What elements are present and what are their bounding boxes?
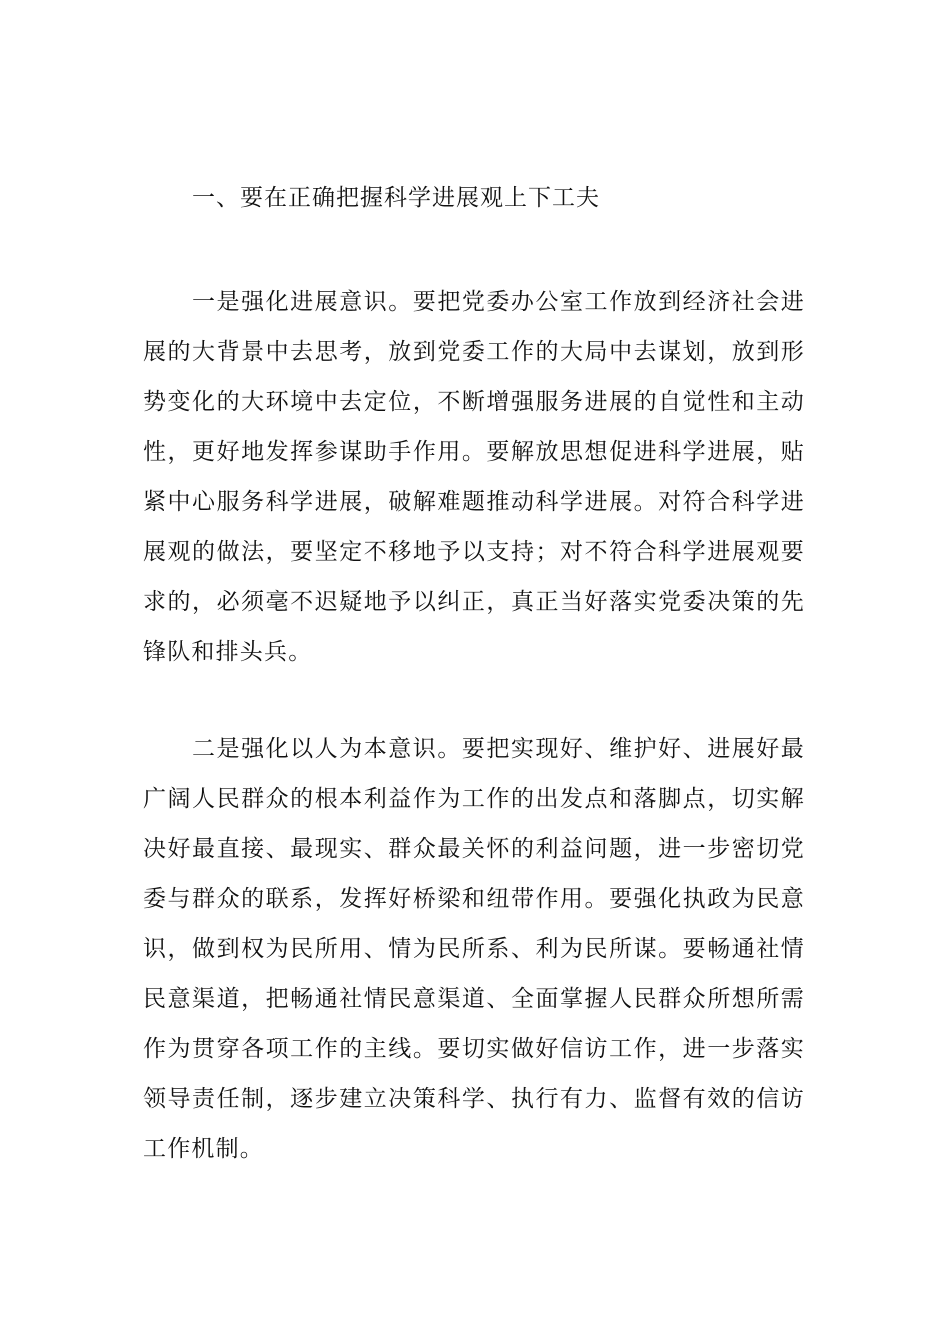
paragraph-development-awareness: 一是强化进展意识。要把党委办公室工作放到经济社会进展的大背景中去思考，放到党委工作的大局中去谋划，放到形势变化的大环境中去定位，不断增强服务进展的自觉性和主动性，更好地发挥参谋助手作用。要解放思想促进科学进展，贴紧中心服务科学进展，破解难题推动科学进展。对符合科学进展观的做法，要坚定不移地予以支持；对不符合科学进展观要求的，必须毫不迟疑地予以纠正，真正当好落实党委决策的先锋队和排头兵。 (143, 289, 805, 665)
paragraph-people-oriented: 二是强化以人为本意识。要把实现好、维护好、进展好最广阔人民群众的根本利益作为工作的出发点和落脚点，切实解决好最直接、最现实、群众最关怀的利益问题，进一步密切党委与群众的联系，发挥好桥梁和纽带作用。要强化执政为民意识，做到权为民所用、情为民所系、利为民所谋。要畅通社情民意渠道，把畅通社情民意渠道、全面掌握人民群众所想所需作为贯穿各项工作的主线。要切实做好信访工作，进一步落实领导责任制，逐步建立决策科学、执行有力、监督有效的信访工作机制。 (143, 736, 805, 1162)
section-heading: 一、要在正确把握科学进展观上下工夫 (192, 185, 600, 211)
